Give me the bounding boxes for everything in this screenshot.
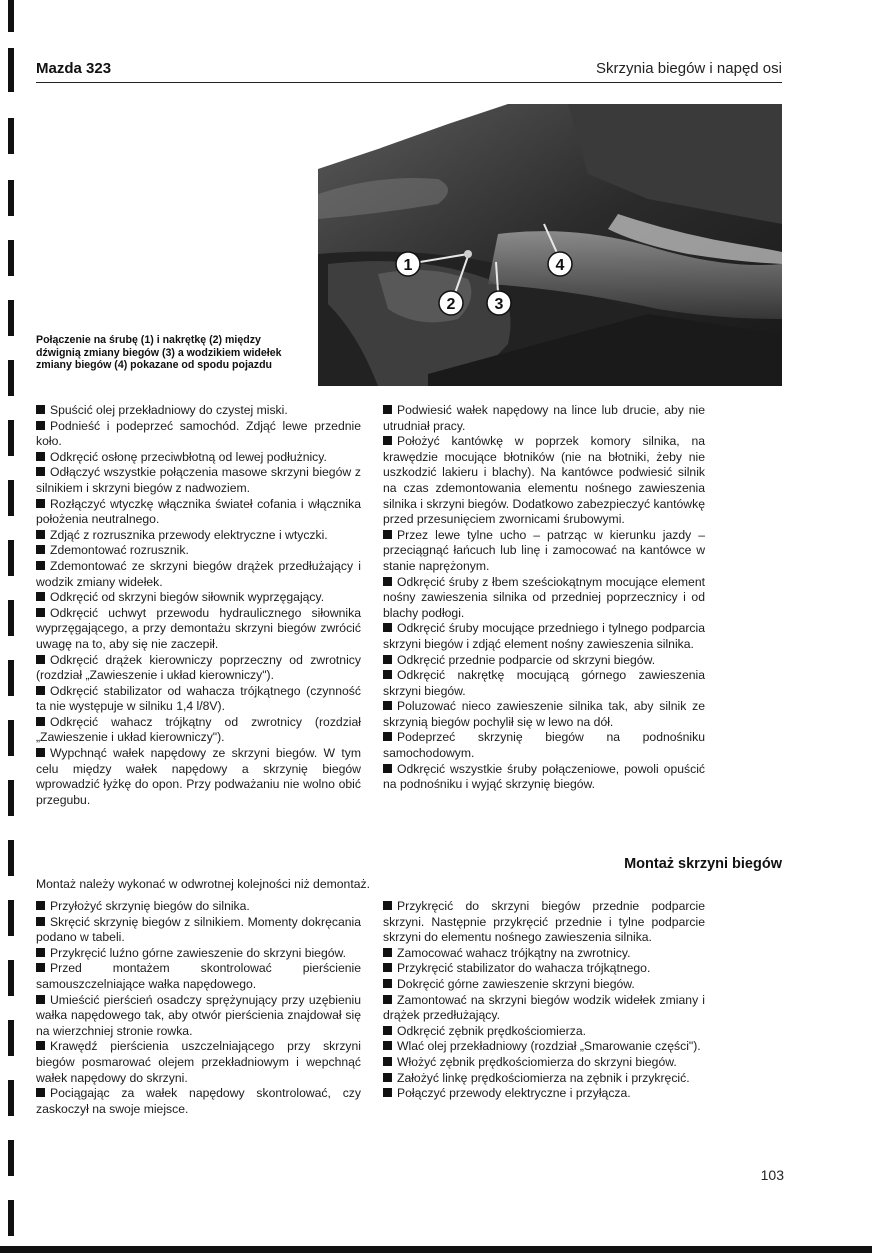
- list-item: Odkręcić uchwyt przewodu hydraulicznego siłownika wyprzęgającego, a przy demontażu skrzyni biegów zwrócić uwagę na to, aby się nie zaczepił.: [36, 605, 361, 651]
- section-intro: Montaż należy wykonać w odwrotnej kolejności niż demontaż.: [36, 877, 370, 891]
- header-section: Skrzynia biegów i napęd osi: [596, 60, 782, 77]
- list-item: Odkręcić przednie podparcie od skrzyni biegów.: [383, 653, 705, 669]
- list-item: Przykręcić do skrzyni biegów przednie podparcie skrzyni. Następnie przykręcić przednie i tylne podparcie skrzyni do elementu nośnego zawieszenia silnika.: [383, 899, 705, 945]
- bullet-square-icon: [36, 963, 45, 972]
- binder-mark: [8, 118, 14, 154]
- list-item: Pociągając za wałek napędowy skontrolować, czy zaskoczył na swoje miejsce.: [36, 1086, 361, 1116]
- callout-2: 2: [446, 296, 456, 313]
- bullet-square-icon: [36, 530, 45, 539]
- bullet-square-icon: [383, 1088, 392, 1097]
- binder-mark: [8, 1020, 14, 1056]
- list-item: Założyć linkę prędkościomierza na zębnik i przykręcić.: [383, 1071, 705, 1087]
- callout-4: 4: [555, 257, 565, 274]
- list-item: Skręcić skrzynię biegów z silnikiem. Momenty dokręcania podano w tabeli.: [36, 914, 361, 945]
- binder-mark: [8, 780, 14, 816]
- header-title: Mazda 323: [36, 60, 112, 77]
- bullet-square-icon: [383, 963, 392, 972]
- scan-edge: [0, 1246, 872, 1253]
- removal-steps-left: [36, 403, 361, 808]
- binder-mark: [8, 480, 14, 516]
- list-item: Krawędź pierścienia uszczelniającego przy skrzyni biegów posmarować olejem przekładniowym i wepchnąć wałek napędowy do skrzyni.: [36, 1039, 361, 1085]
- bullet-square-icon: [36, 1041, 45, 1050]
- list-item: Odkręcić drążek kierowniczy poprzeczny od zwrotnicy (rozdział „Zawieszenie i układ kierowniczy").: [36, 652, 361, 683]
- binder-mark: [8, 180, 14, 216]
- binder-mark: [8, 240, 14, 276]
- bullet-square-icon: [36, 608, 45, 617]
- bullet-square-icon: [383, 670, 392, 679]
- bullet-square-icon: [36, 748, 45, 757]
- list-item: Odkręcić śruby z łbem sześciokątnym mocujące element nośny zawieszenia silnika od przedniej poprzecznicy i od blachy podłogi.: [383, 574, 705, 620]
- bullet-square-icon: [383, 655, 392, 664]
- list-item: Podnieść i podeprzeć samochód. Zdjąć lewe przednie koło.: [36, 418, 361, 449]
- figure-caption: Połączenie na śrubę (1) i nakrętkę (2) między dźwignią zmiany biegów (3) a wodzikiem widełek zmiany biegów (4) pokazane od spodu pojazdu: [36, 334, 282, 371]
- bullet-square-icon: [36, 1088, 45, 1097]
- binder-mark: [8, 300, 14, 336]
- binder-mark: [8, 960, 14, 996]
- list-item: Odkręcić nakrętkę mocującą górnego zawieszenia skrzyni biegów.: [383, 668, 705, 698]
- bullet-square-icon: [36, 467, 45, 476]
- bullet-square-icon: [383, 1041, 392, 1050]
- bullet-square-icon: [36, 686, 45, 695]
- list-item: Umieścić pierścień osadczy sprężynujący przy uzębieniu wałka napędowego tak, aby otwór pierścienia znajdował się na wierzchniej stronie rowka.: [36, 992, 361, 1038]
- bullet-square-icon: [36, 592, 45, 601]
- binder-mark: [8, 840, 14, 876]
- list-item: Odkręcić stabilizator od wahacza trójkątnego (czynność ta nie występuje w silniku 1,4 l/8V).: [36, 683, 361, 714]
- binder-mark: [8, 1200, 14, 1236]
- list-item: Zamocować wahacz trójkątny na zwrotnicy.: [383, 946, 705, 962]
- binder-mark: [8, 1080, 14, 1116]
- binder-mark: [8, 1140, 14, 1176]
- list-item: Wypchnąć wałek napędowy ze skrzyni biegów. W tym celu między wałek napędowy a skrzynię biegów wprowadzić łyżkę do opon. Przy podważaniu nie wolno obić przegubu.: [36, 746, 361, 807]
- bullet-square-icon: [36, 545, 45, 554]
- removal-steps-right: [383, 403, 705, 793]
- list-item: Przyłożyć skrzynię biegów do silnika.: [36, 899, 361, 915]
- list-item: Włożyć zębnik prędkościomierza do skrzyni biegów.: [383, 1055, 705, 1071]
- list-item: Zamontować na skrzyni biegów wodzik widełek zmiany i drążek przedłużający.: [383, 992, 705, 1023]
- bullet-square-icon: [383, 1057, 392, 1066]
- callout-3: 3: [494, 296, 504, 313]
- list-item: Położyć kantówkę w poprzek komory silnika, na krawędzie mocujące błotników (nie na błotniki, żeby nie uszkodzić lakieru i blachy). Na kantówce podwiesić silnik na czas zdemontowania elementu nośnego zawieszenia silnika i skrzyni biegów. Dodatkowo zabezpieczyć kantówkę przed przesunięciem zwornicami śrubowymi.: [383, 434, 705, 527]
- list-item: Połączyć przewody elektryczne i przyłącza.: [383, 1086, 705, 1102]
- list-item: Przykręcić stabilizator do wahacza trójkątnego.: [383, 961, 705, 977]
- list-item: Poluzować nieco zawieszenie silnika tak, aby silnik ze skrzynią biegów pochylił się w lewo na dół.: [383, 699, 705, 729]
- list-item: Odkręcić zębnik prędkościomierza.: [383, 1024, 705, 1040]
- bullet-square-icon: [36, 717, 45, 726]
- page-number: 103: [760, 1167, 784, 1183]
- list-item: Odkręcić od skrzyni biegów siłownik wyprzęgający.: [36, 590, 361, 606]
- list-item: Przez lewe tylne ucho – patrząc w kierunku jazdy – przeciągnąć łańcuch lub linę i zamocować na kantówce w stanie naprężonym.: [383, 527, 705, 573]
- binder-mark: [8, 900, 14, 936]
- bullet-square-icon: [383, 701, 392, 710]
- list-item: Podeprzeć skrzynię biegów na podnośniku samochodowym.: [383, 730, 705, 761]
- list-item: Zdemontować rozrusznik.: [36, 543, 361, 559]
- list-item: Odkręcić wszystkie śruby połączeniowe, powoli opuścić na podnośniku i wyjąć skrzynię biegów.: [383, 761, 705, 792]
- bullet-square-icon: [36, 901, 45, 910]
- bullet-square-icon: [383, 979, 392, 988]
- list-item: Przed montażem skontrolować pierścienie samouszczelniające wałka napędowego.: [36, 961, 361, 991]
- bullet-square-icon: [36, 499, 45, 508]
- list-item: Odkręcić wahacz trójkątny od zwrotnicy (rozdział „Zawieszenie i układ kierowniczy").: [36, 714, 361, 745]
- bullet-square-icon: [383, 623, 392, 632]
- bullet-square-icon: [383, 436, 392, 445]
- list-item: Podwiesić wałek napędowy na lince lub drucie, aby nie utrudniał pracy.: [383, 403, 705, 433]
- list-item: Zdjąć z rozrusznika przewody elektryczne i wtyczki.: [36, 528, 361, 544]
- bullet-square-icon: [36, 421, 45, 430]
- bullet-square-icon: [383, 530, 392, 539]
- bullet-square-icon: [383, 901, 392, 910]
- binder-mark: [8, 600, 14, 636]
- bullet-square-icon: [36, 561, 45, 570]
- bullet-square-icon: [383, 1026, 392, 1035]
- list-item: Zdemontować ze skrzyni biegów drążek przedłużający i wodzik zmiany widełek.: [36, 558, 361, 589]
- bullet-square-icon: [36, 948, 45, 957]
- bullet-square-icon: [36, 405, 45, 414]
- binder-mark: [8, 360, 14, 396]
- bullet-square-icon: [383, 1073, 392, 1082]
- bullet-square-icon: [383, 764, 392, 773]
- list-item: Dokręcić górne zawieszenie skrzyni biegów.: [383, 977, 705, 993]
- callout-1: 1: [403, 257, 413, 274]
- section-title: Montaż skrzyni biegów: [624, 856, 782, 872]
- binder-mark: [8, 0, 14, 32]
- assembly-steps-right: [383, 899, 705, 1102]
- binder-mark: [8, 540, 14, 576]
- bullet-square-icon: [36, 452, 45, 461]
- assembly-steps-left: [36, 899, 361, 1117]
- bullet-square-icon: [36, 995, 45, 1004]
- list-item: Przykręcić luźno górne zawieszenie do skrzyni biegów.: [36, 946, 361, 962]
- header-rule: [36, 82, 782, 83]
- bullet-square-icon: [383, 948, 392, 957]
- list-item: Wlać olej przekładniowy (rozdział „Smarowanie części").: [383, 1039, 705, 1055]
- binder-mark: [8, 48, 14, 92]
- bullet-square-icon: [383, 995, 392, 1004]
- bullet-square-icon: [383, 732, 392, 741]
- binder-mark: [8, 720, 14, 756]
- list-item: Rozłączyć wtyczkę włącznika świateł cofania i włącznika położenia neutralnego.: [36, 496, 361, 527]
- bullet-square-icon: [36, 655, 45, 664]
- binder-mark: [8, 660, 14, 696]
- bullet-square-icon: [383, 405, 392, 414]
- bullet-square-icon: [36, 917, 45, 926]
- binder-mark: [8, 420, 14, 456]
- list-item: Odkręcić osłonę przeciwbłotną od lewej podłużnicy.: [36, 450, 361, 466]
- list-item: Odkręcić śruby mocujące przedniego i tylnego podparcia skrzyni biegów i zdjąć element nośny zawieszenia silnika.: [383, 621, 705, 651]
- gearbox-photo: [318, 104, 782, 386]
- bullet-square-icon: [383, 577, 392, 586]
- list-item: Spuścić olej przekładniowy do czystej miski.: [36, 403, 361, 419]
- list-item: Odłączyć wszystkie połączenia masowe skrzyni biegów z silnikiem i skrzyni biegów z nadwoziem.: [36, 465, 361, 495]
